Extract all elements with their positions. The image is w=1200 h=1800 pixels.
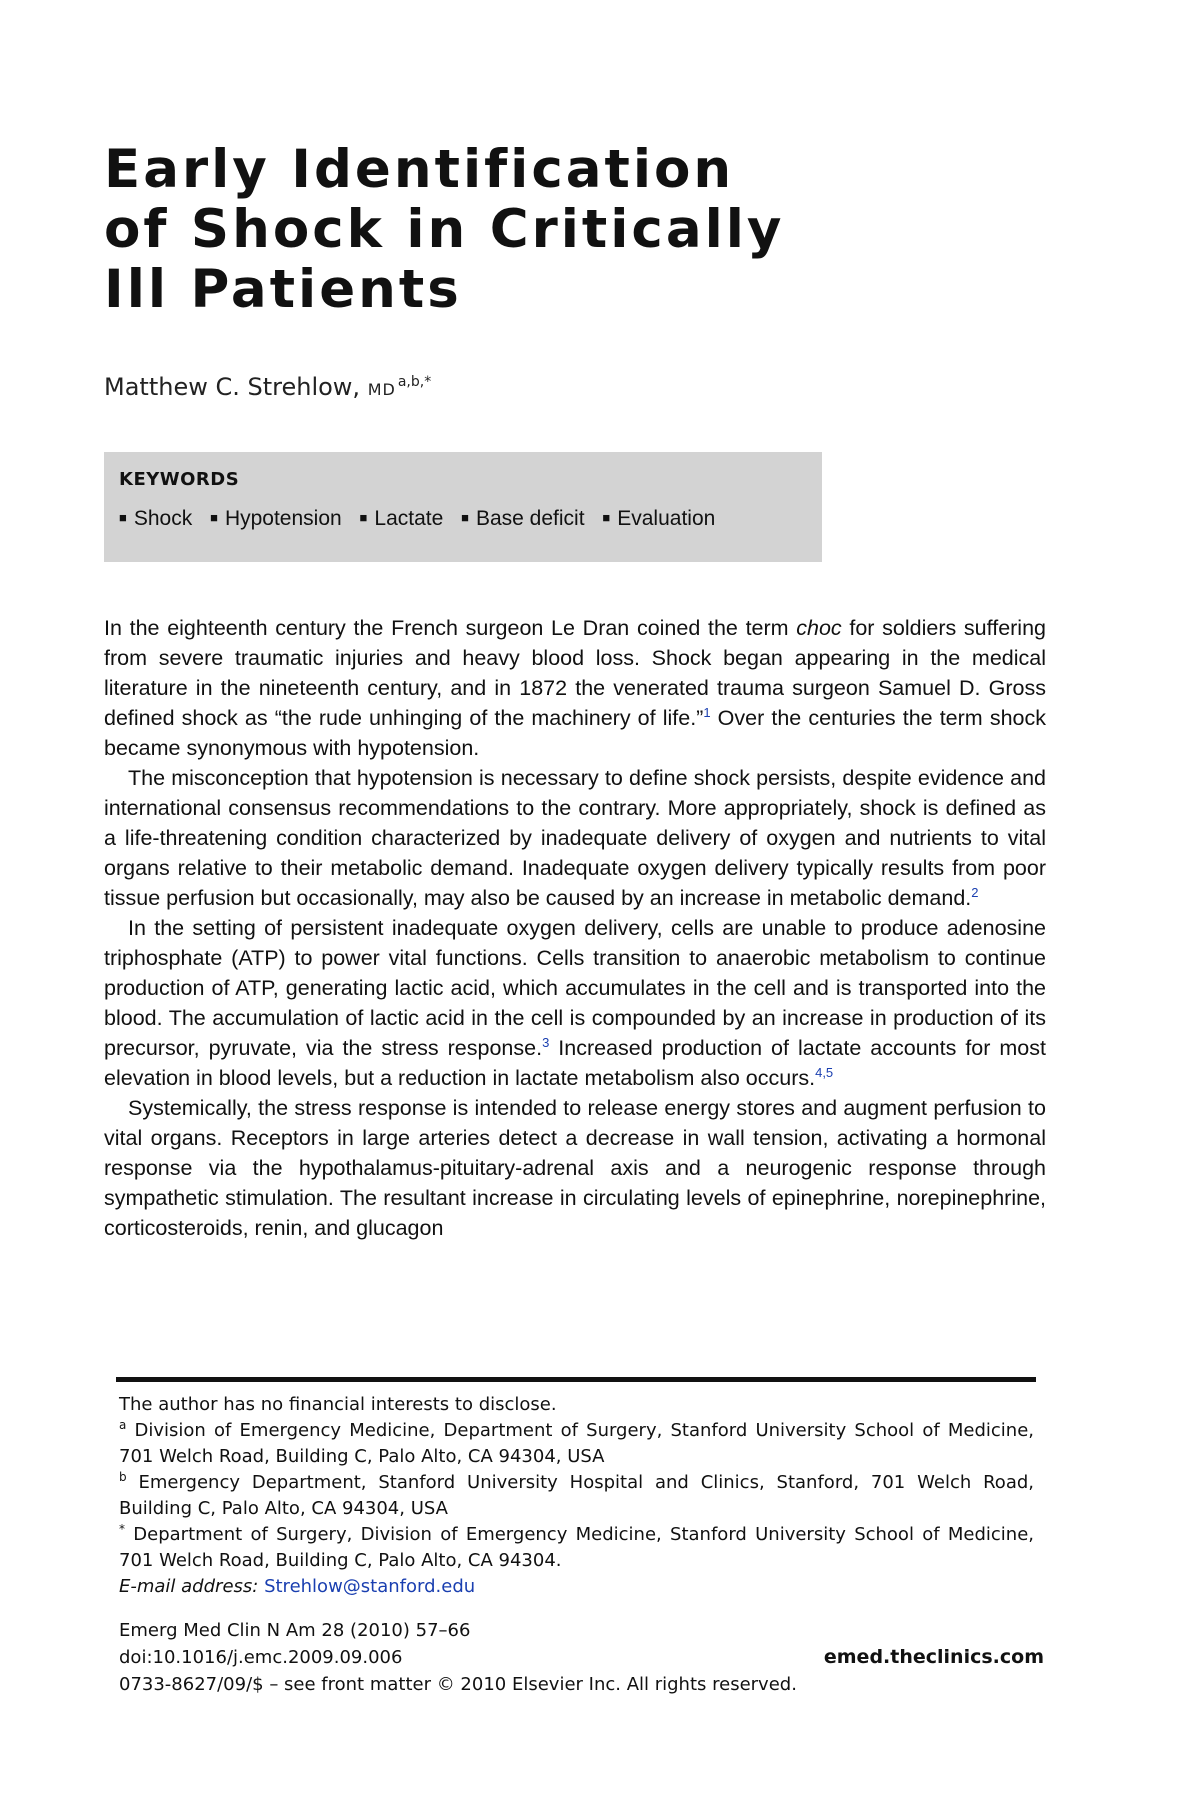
footnote-mark: a (119, 1418, 127, 1432)
footnote-mark: b (119, 1470, 127, 1484)
affiliation-note (119, 1470, 1034, 1522)
body-paragraph (104, 613, 1046, 763)
bullet-icon: ■ (359, 510, 368, 525)
article-body (104, 613, 1046, 1243)
doi: doi:10.1016/j.emc.2009.09.006 (119, 1647, 403, 1668)
keyword-item (461, 507, 584, 530)
footnote-mark: * (119, 1522, 125, 1536)
bullet-icon: ■ (119, 510, 127, 525)
text-run: The misconception that hypotension is necessary to define shock persists, despite evidence and international consensus recommendations to the contrary. More appropriately, shock is defined as a life-threatening condition characterized by inadequate delivery of oxygen and nutrients to vital organs relative to their metabolic demand. Inadequate oxygen delivery typically results from poor tissue perfusion but occasionally, may also be caused by an increase in metabolic demand. (104, 766, 1046, 910)
article-title (104, 140, 824, 320)
journal-info (119, 1617, 1044, 1698)
author-degree: MD (367, 380, 396, 399)
email-line (119, 1574, 1034, 1600)
keyword-item (360, 507, 444, 530)
keywords-box (104, 452, 822, 562)
bullet-icon: ■ (602, 510, 611, 525)
body-paragraph (104, 913, 1046, 1093)
author-name: Matthew C. Strehlow, (104, 373, 361, 401)
keyword-text: Evaluation (617, 507, 716, 530)
footnote-text: Department of Surgery, Division of Emergency Medicine, Stanford University School of Medicine, 701 Welch Road, Building C, Palo Alto, CA 94304. (119, 1524, 1034, 1571)
keyword-item (210, 507, 342, 530)
keywords-list (119, 507, 727, 531)
author-line (104, 373, 431, 401)
text-run: In the eighteenth century the French surgeon Le Dran coined the term (104, 616, 797, 640)
text-run: Systemically, the stress response is intended to release energy stores and augment perfusion to vital organs. Receptors in large arteries detect a decrease in wall tension, activating a hormonal response via the hypothalamus-pituitary-adrenal axis and a neurogenic response through sympathetic stimulation. The resultant increase in circulating levels of epinephrine, norepinephrine, corticosteroids, renin, and glucagon (104, 1096, 1046, 1240)
affiliation-note (119, 1418, 1034, 1470)
title-line: Early Identification (104, 139, 735, 200)
disclosure-note: The author has no financial interests to disclose. (119, 1394, 557, 1415)
citation-link[interactable]: 2 (971, 885, 979, 900)
body-paragraph (104, 763, 1046, 913)
journal-citation: Emerg Med Clin N Am 28 (2010) 57–66 (119, 1620, 471, 1641)
keyword-text: Shock (133, 507, 193, 530)
email-link[interactable]: Strehlow@stanford.edu (264, 1576, 476, 1597)
footnote-text: Emergency Department, Stanford University Hospital and Clinics, Stanford, 701 Welch Road, Building C, Palo Alto, CA 94304, USA (119, 1472, 1034, 1519)
footnote-divider (116, 1377, 1036, 1382)
email-label: E-mail address: (119, 1576, 259, 1597)
keyword-item (119, 507, 192, 530)
text-run: In the setting of persistent inadequate oxygen delivery, cells are unable to produce adenosine triphosphate (ATP) to power vital functions. Cells transition to anaerobic metabolism to continue production of ATP, generating lactic acid, which accumulates in the cell and is transported into the blood. The accumulation of lactic acid in the cell is compounded by an increase in production of its precursor, pyruvate, via the stress response. (104, 916, 1046, 1060)
citation-link[interactable]: 4,5 (815, 1065, 834, 1080)
text-run: for soldiers suffering from severe traumatic injuries and heavy blood loss. Shock began appearing in the medical literature in the nineteenth century, and in 1872 the venerated trauma surgeon Samuel D. Gross defined shock as “the rude unhinging of the machinery of life.” (104, 616, 1047, 730)
correspondence-note (119, 1522, 1034, 1574)
keywords-heading: KEYWORDS (119, 469, 240, 490)
author-affiliation-marks: a,b,* (397, 374, 432, 390)
text-run: Increased production of lactate accounts for most elevation in blood levels, but a reduction in lactate metabolism also occurs. (104, 1036, 1046, 1090)
footnote-text: Division of Emergency Medicine, Department of Surgery, Stanford University School of Medicine, 701 Welch Road, Building C, Palo Alto, CA 94304, USA (119, 1420, 1034, 1467)
keyword-item (602, 507, 715, 530)
title-line: Ill Patients (104, 259, 462, 320)
footnotes (119, 1392, 1034, 1600)
bullet-icon: ■ (461, 510, 469, 525)
keyword-text: Base deficit (475, 507, 585, 530)
bullet-icon: ■ (210, 510, 218, 525)
citation-link[interactable]: 1 (703, 705, 711, 720)
body-paragraph (104, 1093, 1046, 1243)
copyright: 0733-8627/09/$ – see front matter © 2010 Elsevier Inc. All rights reserved. (119, 1674, 797, 1695)
text-run: Over the centuries the term shock became synonymous with hypotension. (104, 706, 1046, 760)
keyword-text: Hypotension (224, 507, 342, 530)
title-line: of Shock in Critically (104, 199, 785, 260)
journal-website-link[interactable]: emed.theclinics.com (823, 1646, 1044, 1668)
citation-link[interactable]: 3 (542, 1035, 550, 1050)
keyword-text: Lactate (374, 507, 444, 530)
italic-term: choc (796, 616, 842, 640)
